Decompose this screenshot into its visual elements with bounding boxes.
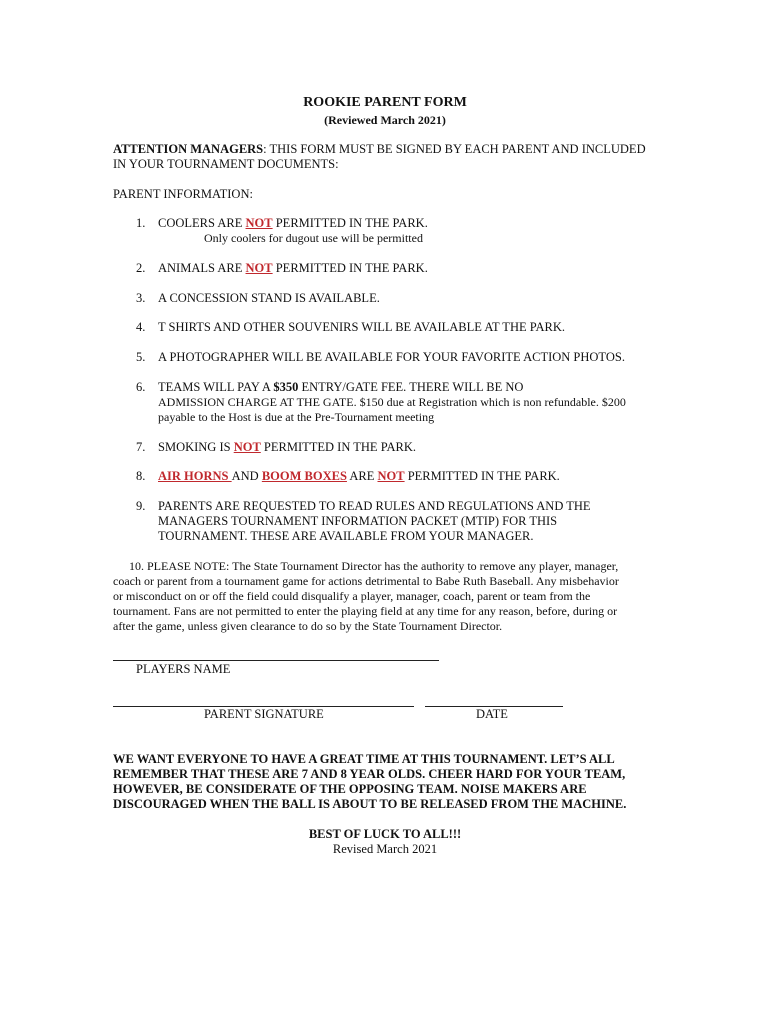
item-6-line-2: ADMISSION CHARGE AT THE GATE. $150 due at Registration which is non refundable. $200: [158, 395, 626, 409]
attention-line-1: ATTENTION MANAGERS: THIS FORM MUST BE SIGNED BY EACH PARENT AND INCLUDED: [113, 142, 646, 156]
item-1-text: COOLERS ARE NOT PERMITTED IN THE PARK.: [158, 216, 428, 230]
players-name-label: PLAYERS NAME: [136, 662, 231, 676]
item-9-line-3: TOURNAMENT. THESE ARE AVAILABLE FROM YOUR MANAGER.: [158, 529, 534, 543]
item-7-text: SMOKING IS NOT PERMITTED IN THE PARK.: [158, 440, 417, 454]
form-subtitle: (Reviewed March 2021): [324, 113, 446, 127]
revised-date: Revised March 2021: [332, 842, 438, 856]
attention-line-2: IN YOUR TOURNAMENT DOCUMENTS:: [113, 157, 339, 171]
item-5-text: A PHOTOGRAPHER WILL BE AVAILABLE FOR YOUR FAVORITE ACTION PHOTOS.: [158, 350, 625, 364]
item-3-text: A CONCESSION STAND IS AVAILABLE.: [158, 291, 380, 305]
item-1-subtext: Only coolers for dugout use will be permitted: [204, 231, 423, 245]
parent-information-heading: PARENT INFORMATION:: [113, 187, 253, 201]
parent-signature-label: PARENT SIGNATURE: [204, 707, 324, 721]
players-name-line[interactable]: [113, 660, 439, 661]
item-9-line-2: MANAGERS TOURNAMENT INFORMATION PACKET (MTIP) FOR THIS: [158, 514, 558, 528]
item-9-line-1: PARENTS ARE REQUESTED TO READ RULES AND REGULATIONS AND THE: [158, 499, 591, 513]
item-6-line-3: payable to the Host is due at the Pre-Tournament meeting: [158, 410, 435, 424]
form-title: ROOKIE PARENT FORM: [303, 95, 467, 110]
item-6-text: TEAMS WILL PAY A $350 ENTRY/GATE FEE. THERE WILL BE NO: [158, 380, 524, 394]
date-label: DATE: [476, 707, 508, 721]
best-of-luck: BEST OF LUCK TO ALL!!!: [308, 827, 462, 841]
item-4-text: T SHIRTS AND OTHER SOUVENIRS WILL BE AVAILABLE AT THE PARK.: [158, 320, 566, 334]
item-2-text: ANIMALS ARE NOT PERMITTED IN THE PARK.: [158, 261, 428, 275]
item-8-text: AIR HORNS AND BOOM BOXES ARE NOT PERMITTED IN THE PARK.: [158, 469, 560, 483]
attention-label: ATTENTION MANAGERS: [113, 142, 264, 156]
